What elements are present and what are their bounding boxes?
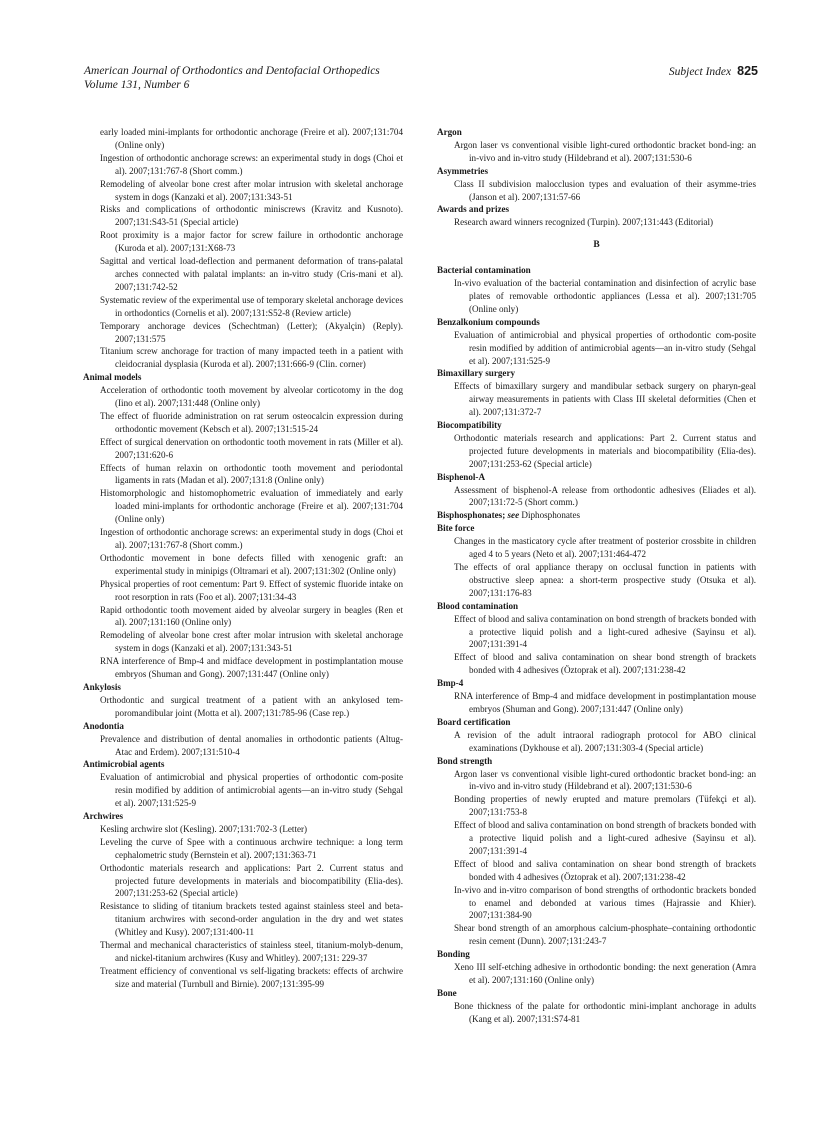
index-entry: Temporary anchorage devices (Schechtman) (Letter); (Akyalçin) (Reply). 2007;131:575 — [100, 320, 403, 344]
index-entry: In-vivo evaluation of the bacterial contamination and disinfection of acrylic base plates of removable orthodontic appliances (Lessa et al). 2007;131:705 (Online only) — [454, 278, 756, 314]
index-section — [83, 681, 403, 720]
index-entry: Remodeling of alveolar bone crest after molar intrusion with skeletal anchorage system in dogs (Kanzaki et al). 2007;131:343-51 — [100, 630, 403, 654]
index-entry: In-vivo and in-vitro comparison of bond strengths of orthodontic brackets bonded to enamel and debonded at various times (Hajrassie and Khier). 2007;131:384-90 — [454, 884, 756, 921]
index-entry: Research award winners recognized (Turpin). 2007;131:443 (Editorial) — [454, 217, 714, 228]
index-heading: Blood contamination — [437, 600, 519, 611]
index-heading: Awards and prizes — [437, 204, 510, 215]
index-entry: Ingestion of orthodontic anchorage screws: an experimental study in dogs (Choi et al). 2007;131:767-8 (Short comm.) — [100, 527, 403, 550]
see-reference: see — [507, 510, 520, 521]
index-entry: RNA interference of Bmp-4 and midface development in postimplantation mouse embryos (Shuman and Gong). 2007;131:447 (Online only) — [454, 691, 756, 714]
right-column — [437, 126, 756, 1026]
index-entry: Physical properties of root cementum: Part 9. Effect of systemic fluoride intake on root resorption in rats (Foo et al). 2007;131:34-43 — [100, 578, 403, 602]
index-heading: Benzalkonium compounds — [437, 316, 540, 327]
index-heading: Bisphenol-A — [437, 471, 486, 482]
index-section — [437, 755, 756, 949]
index-entry: Sagittal and vertical load-deflection and permanent deformation of trans-palatal arches connected with palatal implants: an in-vitro study (Cris-mani et al). 2007;131:742-52 — [100, 256, 403, 292]
index-section — [83, 371, 403, 681]
index-heading: Bmp-4 — [437, 678, 464, 689]
index-entry: Bone thickness of the palate for orthodontic mini-implant anchorage in adults (Kang et al). 2007;131:S74-81 — [454, 1000, 756, 1024]
index-heading: Bacterial contamination — [437, 265, 531, 276]
running-header-left — [84, 64, 380, 92]
index-entry: Thermal and mechanical characteristics of stainless steel, titanium-molyb-denum, and nickel-titanium archwires (Kusy and Whitley). 2007;131: 229-37 — [100, 940, 403, 963]
index-section — [83, 758, 403, 810]
index-section — [437, 419, 756, 471]
index-heading: Argon — [437, 127, 462, 137]
index-entry: Histomorphologic and histomophometric evaluation of immediately and early loaded mini-implants for orthodontic anchorage (Freire et al). 2007;131:704 (Online only) — [100, 488, 403, 525]
index-entry: Acceleration of orthodontic tooth movement by alveolar corticotomy in the dog (Iino et al). 2007;131:448 (Online only) — [100, 385, 403, 409]
running-header-right — [669, 64, 758, 79]
index-section — [437, 203, 756, 229]
index-entry: A revision of the adult intraoral radiograph protocol for ABO clinical examinations (Dykhouse et al). 2007;131:303-4 (Special article) — [454, 729, 756, 753]
index-heading: Bite force — [437, 523, 475, 534]
index-section — [437, 471, 756, 510]
index-entry: Orthodontic movement in bone defects filled with xenogenic graft: an experimental study in minipigs (Oltramari et al). 2007;131:302 (Online only) — [100, 552, 403, 576]
index-section — [437, 509, 756, 522]
index-entry: Effect of blood and saliva contamination on shear bond strength of brackets bonded with 4 adhesives (Öztoprak et al). 2007;131:238-42 — [454, 652, 756, 676]
index-entry: Leveling the curve of Spee with a continuous archwire technique: a long term cephalometric study (Bernstein et al). 2007;131:363-71 — [100, 836, 403, 860]
section-title: Subject Index — [668, 66, 732, 78]
index-section — [83, 720, 403, 759]
index-heading: Biocompatibility — [437, 420, 502, 431]
index-entry: Effect of blood and saliva contamination on bond strength of brackets bonded with a protective liquid polish and a light-cured adhesive (Sayinsu et al). 2007;131:391-4 — [454, 613, 756, 650]
index-heading: Antimicrobial agents — [83, 759, 165, 770]
index-entry: Evaluation of antimicrobial and physical properties of orthodontic com-posite resin modified by addition of antimicrobial agents—an in-vitro study (Sehgal et al). 2007;131:525-9 — [454, 329, 756, 366]
index-entry: Root proximity is a major factor for screw failure in orthodontic anchorage (Kuroda et al). 2007;131:X68-73 — [100, 230, 403, 254]
index-heading: Bone — [437, 987, 457, 998]
journal-title: American Journal of Orthodontics and Dentofacial Orthopedics — [84, 65, 380, 77]
index-section — [437, 367, 756, 419]
index-section — [437, 522, 756, 599]
index-section — [83, 810, 403, 991]
index-section — [437, 165, 756, 204]
index-heading: Asymmetries — [437, 165, 489, 176]
index-entry: Bonding properties of newly erupted and mature premolars (Tüfekçi et al). 2007;131:753-8 — [454, 794, 756, 818]
volume-number: Volume 131, Number 6 — [84, 79, 190, 91]
index-heading: Archwires — [83, 811, 124, 822]
index-entry: Changes in the masticatory cycle after treatment of posterior crossbite in children aged 4 to 5 years (Neto et al). 2007;131:464-472 — [454, 536, 756, 560]
index-section — [437, 987, 756, 1026]
index-entry: Effect of blood and saliva contamination on shear bond strength of brackets bonded with 4 adhesives (Öztoprak et al). 2007;131:238-42 — [454, 858, 756, 882]
index-entry: Xeno III self-etching adhesive in orthodontic bonding: the next generation (Amra et al). 2007;131:160 (Online only) — [454, 962, 756, 985]
index-entry: Effects of human relaxin on orthodontic tooth movement and periodontal ligaments in rats (Madan et al). 2007;131:8 (Online only) — [100, 462, 403, 486]
page-number: 825 — [737, 64, 758, 78]
index-entry: Kesling archwire slot (Kesling). 2007;131:702-3 (Letter) — [100, 823, 308, 834]
index-entry: Titanium screw anchorage for traction of many impacted teeth in a patient with cleidocranial dysplasia (Kuroda et al). 2007;131:666-9 (Clin. corner) — [100, 346, 403, 370]
index-entry: The effects of oral appliance therapy on occlusal function in patients with obstructive sleep apnea: a short-term prospective study (Otsuka et al). 2007;131:176-83 — [454, 562, 756, 598]
index-heading: Bond strength — [437, 755, 493, 766]
index-section — [437, 264, 756, 316]
index-section — [437, 948, 756, 987]
index-entry: Effect of blood and saliva contamination on bond strength of brackets bonded with a protective liquid polish and a light-cured adhesive (Sayinsu et al). 2007;131:391-4 — [454, 820, 756, 856]
index-entry: Remodeling of alveolar bone crest after molar intrusion with skeletal anchorage system in dogs (Kanzaki et al). 2007;131:343-51 — [100, 178, 403, 202]
index-entry: Shear bond strength of an amorphous calcium-phosphate–containing orthodontic resin cement (Dunn). 2007;131:243-7 — [454, 923, 756, 947]
index-heading: Ankylosis — [83, 681, 121, 692]
index-heading: Bonding — [437, 949, 470, 960]
see-target: Diphosphonates — [519, 510, 581, 521]
index-entry: Resistance to sliding of titanium brackets tested against stainless steel and beta-titanium archwires with second-order angulation in the dry and wet states (Whitley and Kusy). 2007;131:400-11 — [100, 901, 403, 938]
index-entry: Effect of surgical denervation on orthodontic tooth movement in rats (Miller et al). 2007;131:620-6 — [100, 436, 403, 460]
index-heading: Board certification — [437, 716, 511, 727]
index-entry: Orthodontic materials research and applications: Part 2. Current status and projected future developments in materials and biocompatibility (Elia-des). 2007;131:253-62 (Special article) — [100, 862, 403, 899]
index-entry: Treatment efficiency of conventional vs self-ligating brackets: effects of archwire size and material (Turnbull and Birnie). 2007;131:395-99 — [100, 965, 403, 989]
index-entry: Risks and complications of orthodontic miniscrews (Kravitz and Kusnoto). 2007;131:S43-51 (Special article) — [100, 204, 403, 228]
index-entry: Argon laser vs conventional visible light-cured orthodontic bracket bond-ing: an in-vivo and in-vitro study (Hildebrand et al). 2007;131:530-6 — [454, 768, 756, 792]
index-entry: Orthodontic and surgical treatment of a patient with an ankylosed tem-poromandibular joint (Motta et al). 2007;131:785-96 (Case rep.) — [100, 694, 403, 718]
index-section — [437, 677, 756, 716]
index-entry: Orthodontic materials research and applications: Part 2. Current status and projected future developments in materials and biocompatibility (Elia-des). 2007;131:253-62 (Special article) — [454, 432, 756, 469]
index-heading: Bisphosphonates; see Diphosphonates — [437, 510, 581, 521]
index-entry: Rapid orthodontic tooth movement aided by alveolar surgery in beagles (Ren et al). 2007;131:160 (Online only) — [100, 604, 403, 628]
index-entry: Assessment of bisphenol-A release from orthodontic adhesives (Eliades et al). 2007;131:72-5 (Short comm.) — [454, 484, 756, 508]
index-entry: Ingestion of orthodontic anchorage screws: an experimental study in dogs (Choi et al). 2007;131:767-8 (Short comm.) — [100, 152, 403, 176]
index-entry: Systematic review of the experimental use of temporary skeletal anchorage devices in orthodontics (Cornelis et al). 2007;131:S52-8 (Review article) — [100, 294, 404, 318]
index-section — [437, 600, 756, 677]
left-column — [83, 126, 403, 991]
index-heading: Bimaxillary surgery — [437, 368, 516, 379]
index-entry: Effects of bimaxillary surgery and mandibular setback surgery on pharyn-geal airway measurements in patients with Class III skeletal deformities (Chen et al). 2007;131:372-7 — [454, 381, 756, 418]
index-section — [437, 126, 756, 165]
index-entry: Class II subdivision malocclusion types and evaluation of their asymme-tries (Janson et al). 2007;131:57-66 — [454, 178, 756, 202]
index-section — [437, 716, 756, 755]
index-entry: Evaluation of antimicrobial and physical properties of orthodontic com-posite resin modified by addition of antimicrobial agents—an in-vitro study (Sehgal et al). 2007;131:525-9 — [100, 772, 403, 809]
index-section — [437, 316, 756, 368]
index-entry: early loaded mini-implants for orthodontic anchorage (Freire et al). 2007;131:704 (Online only) — [100, 127, 403, 150]
index-entry: Prevalence and distribution of dental anomalies in orthodontic patients (Altug-Atac and Erdem). 2007;131:510-4 — [100, 733, 403, 757]
index-entry: Argon laser vs conventional visible light-cured orthodontic bracket bond-ing: an in-vivo and in-vitro study (Hildebrand et al). 2007;131:530-6 — [454, 139, 756, 163]
letter-divider: B — [593, 240, 600, 251]
index-entry: RNA interference of Bmp-4 and midface development in postimplantation mouse embryos (Shuman and Gong). 2007;131:447 (Online only) — [100, 656, 403, 680]
index-heading: Anodontia — [83, 720, 124, 731]
index-heading: Animal models — [83, 372, 142, 383]
index-entry: The effect of fluoride administration on rat serum osteocalcin expression during orthodontic movement (Kebsch et al). 2007;131:515-24 — [100, 410, 403, 434]
